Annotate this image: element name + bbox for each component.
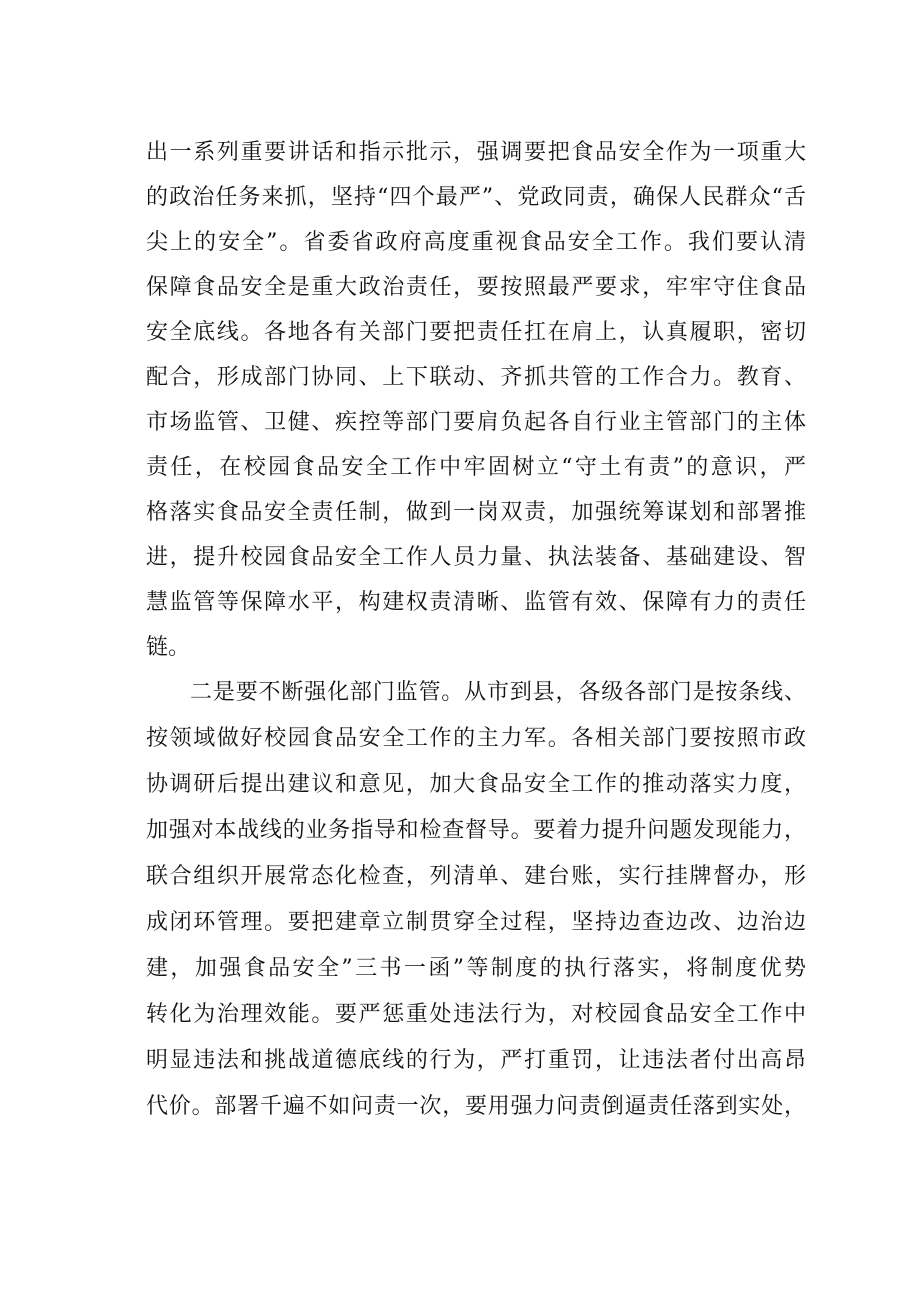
text-line: 协调研后提出建议和意见，加大食品安全工作的推动落实力度， bbox=[146, 772, 806, 797]
text-line: 进，提升校园食品安全工作人员力量、执法装备、基础建设、智 bbox=[146, 545, 806, 570]
text-line: 安全底线。各地各有关部门要把责任扛在肩上，认真履职，密切 bbox=[146, 320, 806, 345]
text-line: 加强对本战线的业务指导和检查督导。要着力提升问题发现能力， bbox=[146, 818, 806, 843]
text-line: 市场监管、卫健、疾控等部门要肩负起各自行业主管部门的主体 bbox=[146, 410, 806, 435]
text-line: 代价。部署千遍不如问责一次，要用强力问责倒逼责任落到实处， bbox=[146, 1094, 806, 1119]
text-line: 配合，形成部门协同、上下联动、齐抓共管的工作合力。教育、 bbox=[146, 365, 806, 390]
text-line: 转化为治理效能。要严惩重处违法行为，对校园食品安全工作中 bbox=[146, 1002, 806, 1027]
text-line: 二是要不断强化部门监管。从市到县，各级各部门是按条线、 bbox=[190, 680, 806, 705]
text-line: 慧监管等保障水平，构建权责清晰、监管有效、保障有力的责任 bbox=[146, 590, 806, 615]
text-line: 链。 bbox=[146, 635, 191, 660]
text-line: 联合组织开展常态化检查，列清单、建台账，实行挂牌督办，形 bbox=[146, 864, 806, 889]
text-line: 尖上的安全”。省委省政府高度重视食品安全工作。我们要认清 bbox=[146, 230, 806, 255]
text-line: 责任，在校园食品安全工作中牢固树立“守土有责”的意识，严 bbox=[146, 455, 806, 480]
text-line: 按领域做好校园食品安全工作的主力军。各相关部门要按照市政 bbox=[146, 726, 806, 751]
text-line: 格落实食品安全责任制，做到一岗双责，加强统筹谋划和部署推 bbox=[146, 500, 806, 525]
text-line: 成闭环管理。要把建章立制贯穿全过程，坚持边查边改、边治边 bbox=[146, 910, 806, 935]
text-line: 的政治任务来抓，坚持“四个最严”、党政同责，确保人民群众“舌 bbox=[146, 185, 806, 210]
text-line: 保障食品安全是重大政治责任，要按照最严要求，牢牢守住食品 bbox=[146, 275, 806, 300]
text-line: 建，加强食品安全”三书一函”等制度的执行落实，将制度优势 bbox=[146, 956, 806, 981]
text-line: 明显违法和挑战道德底线的行为，严打重罚，让违法者付出高昂 bbox=[146, 1048, 806, 1073]
text-line: 出一系列重要讲话和指示批示，强调要把食品安全作为一项重大 bbox=[146, 140, 806, 165]
